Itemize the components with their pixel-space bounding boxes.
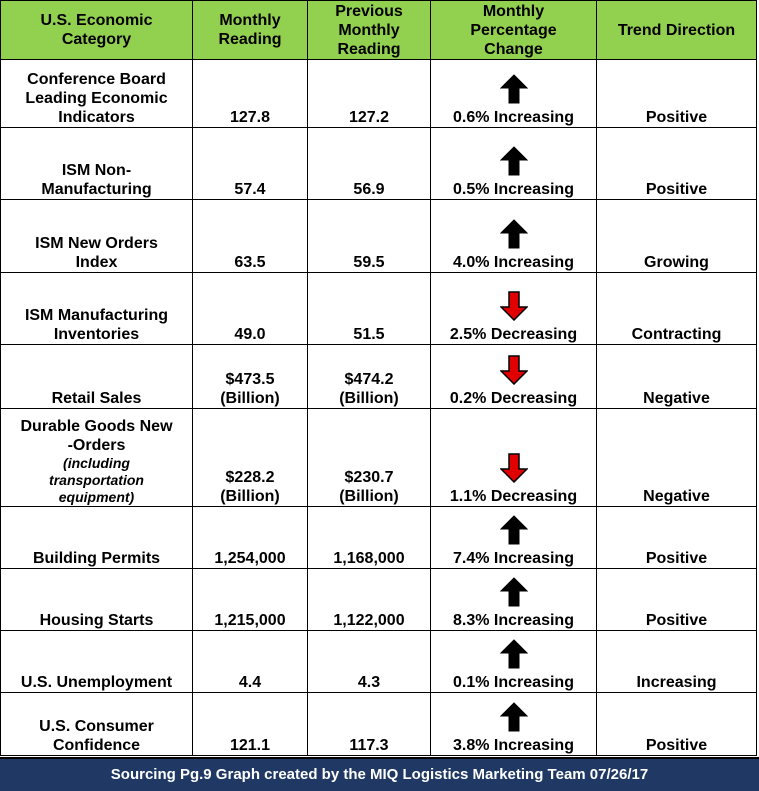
trend-direction-cell: Growing xyxy=(597,200,757,273)
monthly-reading-line-1: 63.5 xyxy=(234,254,266,271)
header-monthly-line-1: Monthly xyxy=(219,12,281,29)
percentage-change-text: 0.1% Increasing xyxy=(453,674,574,691)
percentage-change-cell xyxy=(431,631,597,693)
monthly-reading-line-1: 1,215,000 xyxy=(214,612,286,629)
previous-reading-line-1: 51.5 xyxy=(353,326,385,343)
monthly-reading-cell xyxy=(193,631,308,693)
percentage-change-text: 4.0% Increasing xyxy=(453,254,574,271)
previous-reading-cell xyxy=(308,631,431,693)
percentage-change-cell xyxy=(431,200,597,273)
previous-reading-cell xyxy=(308,273,431,345)
percentage-change-cell xyxy=(431,60,597,128)
percentage-change-text: 2.5% Decreasing xyxy=(449,326,578,343)
table-body xyxy=(1,60,757,756)
previous-reading-line-1: 117.3 xyxy=(349,737,389,754)
header-previous-reading xyxy=(308,1,431,60)
previous-reading-line-2: (Billion) xyxy=(339,488,399,505)
header-category-line-2: Category xyxy=(61,31,132,48)
percentage-change-text: 0.6% Increasing xyxy=(453,109,574,126)
monthly-reading-line-1: 127.8 xyxy=(229,109,271,126)
table-row xyxy=(1,569,757,631)
arrow-up-icon xyxy=(500,74,528,104)
monthly-reading-cell xyxy=(193,569,308,631)
monthly-reading-cell xyxy=(193,345,308,409)
arrow-up-icon xyxy=(500,702,528,732)
category-line-1: U.S. Consumer xyxy=(39,718,154,735)
trend-direction-cell: Positive xyxy=(597,569,757,631)
category-cell xyxy=(1,128,193,200)
monthly-reading-cell xyxy=(193,128,308,200)
category-line-1: U.S. Unemployment xyxy=(20,674,173,691)
monthly-reading-line-1: $473.5 xyxy=(225,371,275,388)
category-line-2: Leading Economic xyxy=(25,90,168,107)
previous-reading-cell xyxy=(308,345,431,409)
previous-reading-cell xyxy=(308,60,431,128)
header-pct-line-1: Monthly xyxy=(482,2,545,20)
previous-reading-line-1: $474.2 xyxy=(344,371,394,388)
previous-reading-line-1: 56.9 xyxy=(353,181,385,198)
category-cell xyxy=(1,409,193,507)
header-previous-line-2: Monthly xyxy=(338,21,400,39)
percentage-change-cell xyxy=(431,345,597,409)
table-row xyxy=(1,507,757,569)
table-row xyxy=(1,409,757,507)
category-line-1: Durable Goods New xyxy=(20,418,173,435)
previous-reading-line-1: 4.3 xyxy=(357,674,381,691)
arrow-up-icon xyxy=(500,219,528,249)
category-line-3: Indicators xyxy=(58,109,135,126)
category-line-1: Housing Starts xyxy=(39,612,154,629)
arrow-up-icon xyxy=(500,146,528,176)
monthly-reading-line-1: 57.4 xyxy=(234,181,266,198)
arrow-down-icon xyxy=(500,453,528,483)
previous-reading-line-1: $230.7 xyxy=(344,469,394,486)
category-line-1: ISM Manufacturing xyxy=(24,307,169,324)
arrow-down-icon xyxy=(500,291,528,321)
previous-reading-cell xyxy=(308,409,431,507)
trend-direction-cell: Positive xyxy=(597,693,757,756)
category-cell xyxy=(1,507,193,569)
monthly-reading-line-2: (Billion) xyxy=(220,488,280,505)
monthly-reading-cell xyxy=(193,200,308,273)
category-line-2: -Orders xyxy=(67,437,126,454)
category-line-1: Retail Sales xyxy=(51,390,142,407)
previous-reading-line-1: 1,122,000 xyxy=(333,612,405,629)
category-line-1: ISM Non- xyxy=(61,162,132,179)
monthly-reading-cell xyxy=(193,409,308,507)
monthly-reading-cell xyxy=(193,60,308,128)
header-pct-line-3: Change xyxy=(484,40,543,58)
percentage-change-cell xyxy=(431,569,597,631)
header-category-line-1: U.S. Economic xyxy=(40,12,153,29)
monthly-reading-line-1: $228.2 xyxy=(225,469,275,486)
header-row xyxy=(1,1,757,60)
trend-direction-cell: Positive xyxy=(597,507,757,569)
trend-direction-cell: Negative xyxy=(597,345,757,409)
trend-direction-cell: Negative xyxy=(597,409,757,507)
header-pct-line-2: Percentage xyxy=(470,21,557,39)
percentage-change-text: 0.5% Increasing xyxy=(453,181,574,198)
monthly-reading-line-1: 49.0 xyxy=(234,326,266,343)
percentage-change-text: 0.2% Decreasing xyxy=(449,390,578,407)
category-line-2: Inventories xyxy=(53,326,140,343)
trend-direction-cell: Contracting xyxy=(597,273,757,345)
monthly-reading-cell xyxy=(193,693,308,756)
previous-reading-line-2: (Billion) xyxy=(339,390,399,407)
category-cell xyxy=(1,60,193,128)
trend-direction-cell: Increasing xyxy=(597,631,757,693)
category-line-2: Manufacturing xyxy=(41,181,152,198)
trend-direction-cell: Positive xyxy=(597,60,757,128)
table-row xyxy=(1,128,757,200)
category-line-1: Building Permits xyxy=(32,550,161,567)
percentage-change-cell xyxy=(431,693,597,756)
header-percentage-change xyxy=(431,1,597,60)
table-row xyxy=(1,273,757,345)
monthly-reading-line-2: (Billion) xyxy=(220,390,280,407)
category-cell xyxy=(1,273,193,345)
category-line-1: ISM New Orders xyxy=(35,235,158,252)
category-cell xyxy=(1,200,193,273)
category-note-line-2: transportation xyxy=(49,472,144,488)
trend-direction-cell: Positive xyxy=(597,128,757,200)
arrow-up-icon xyxy=(500,639,528,669)
table-row xyxy=(1,60,757,128)
previous-reading-cell xyxy=(308,693,431,756)
previous-reading-cell xyxy=(308,569,431,631)
header-category xyxy=(1,1,193,60)
percentage-change-text: 8.3% Increasing xyxy=(453,612,574,629)
category-cell xyxy=(1,569,193,631)
table-row xyxy=(1,631,757,693)
previous-reading-line-1: 1,168,000 xyxy=(333,550,405,567)
header-monthly-reading xyxy=(193,1,308,60)
category-cell xyxy=(1,693,193,756)
percentage-change-text: 7.4% Increasing xyxy=(453,550,574,567)
previous-reading-cell xyxy=(308,507,431,569)
category-note-line-1: (including xyxy=(63,455,130,471)
arrow-up-icon xyxy=(500,577,528,607)
monthly-reading-line-1: 1,254,000 xyxy=(214,550,286,567)
previous-reading-line-1: 59.5 xyxy=(353,254,385,271)
percentage-change-cell xyxy=(431,409,597,507)
percentage-change-cell xyxy=(431,128,597,200)
header-trend-direction: Trend Direction xyxy=(597,1,757,60)
monthly-reading-line-1: 4.4 xyxy=(238,674,262,691)
category-line-2: Index xyxy=(75,254,118,271)
category-cell xyxy=(1,345,193,409)
previous-reading-line-1: 127.2 xyxy=(348,109,390,126)
header-monthly-line-2: Reading xyxy=(218,31,282,48)
header-previous-line-3: Reading xyxy=(337,40,401,58)
monthly-reading-cell xyxy=(193,507,308,569)
monthly-reading-line-1: 121.1 xyxy=(229,737,271,754)
category-line-2: Confidence xyxy=(52,737,141,754)
table-row xyxy=(1,345,757,409)
previous-reading-cell xyxy=(308,200,431,273)
percentage-change-cell xyxy=(431,507,597,569)
footer-credit: Sourcing Pg.9 Graph created by the MIQ Logistics Marketing Team 07/26/17 xyxy=(0,757,759,791)
previous-reading-cell xyxy=(308,128,431,200)
category-cell xyxy=(1,631,193,693)
monthly-reading-cell xyxy=(193,273,308,345)
table-row xyxy=(1,693,757,756)
header-previous-line-1: Previous xyxy=(335,2,403,20)
percentage-change-text: 1.1% Decreasing xyxy=(449,488,578,505)
percentage-change-cell xyxy=(431,273,597,345)
percentage-change-text: 3.8% Increasing xyxy=(453,737,574,754)
table-row xyxy=(1,200,757,273)
category-note-line-3: equipment) xyxy=(58,489,135,505)
arrow-up-icon xyxy=(500,515,528,545)
arrow-down-icon xyxy=(500,355,528,385)
category-line-1: Conference Board xyxy=(27,71,166,88)
